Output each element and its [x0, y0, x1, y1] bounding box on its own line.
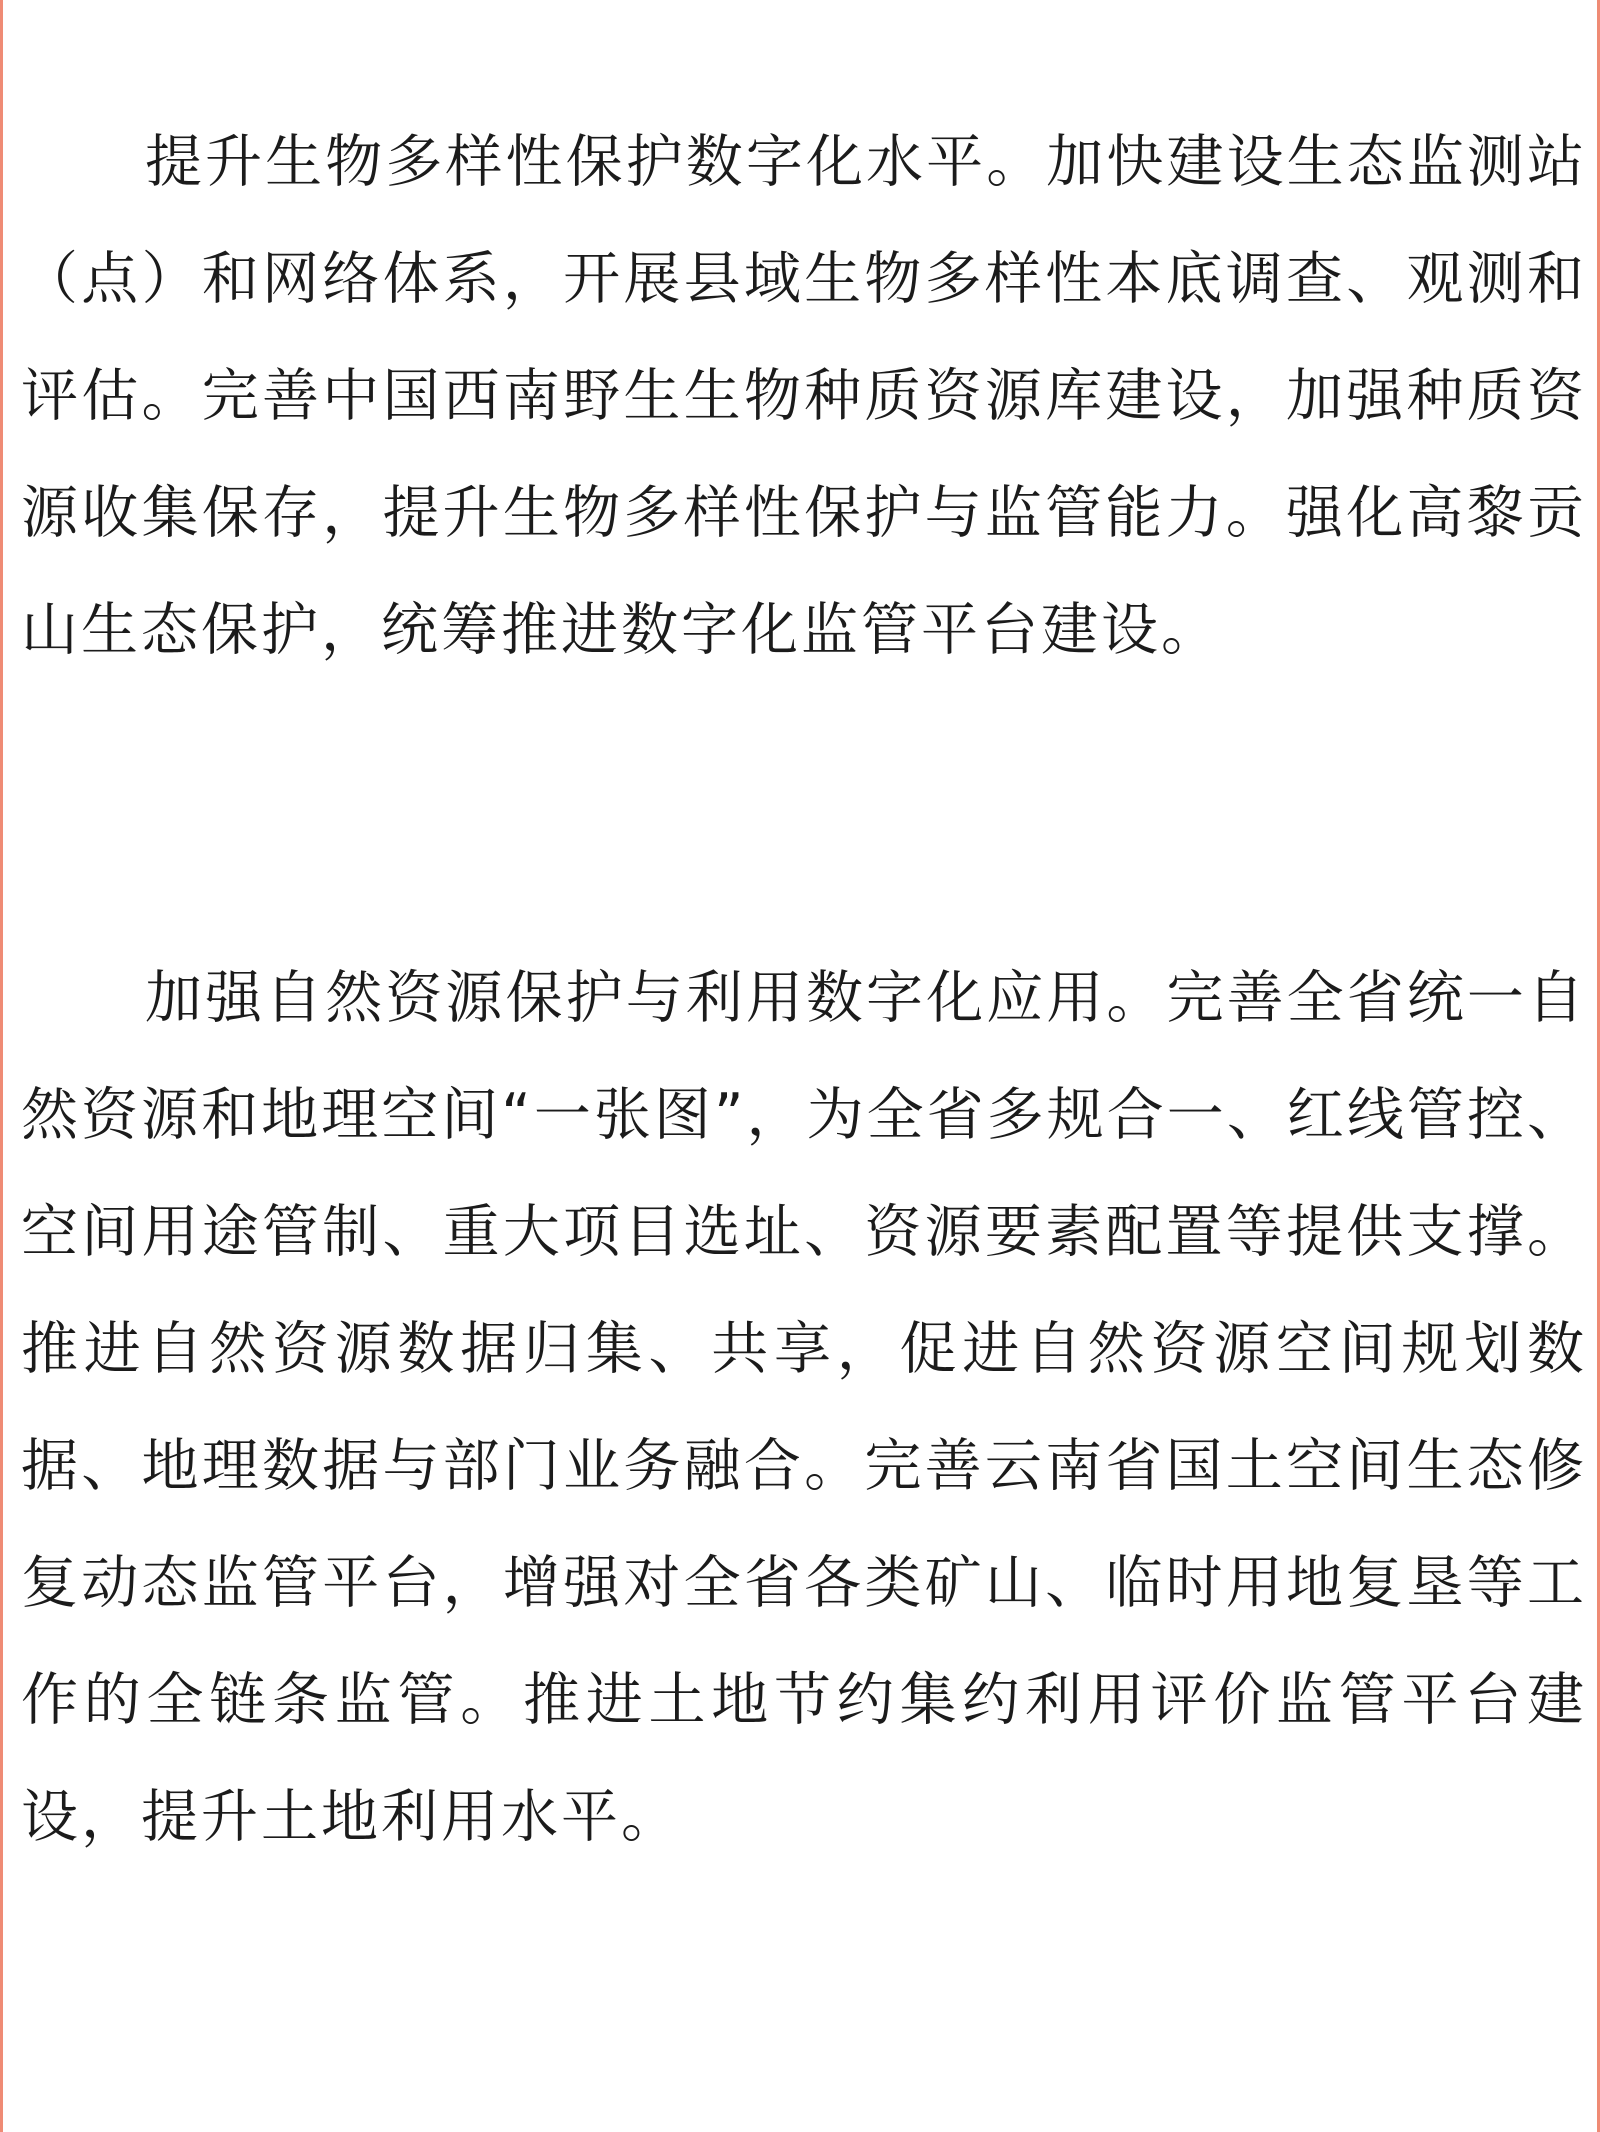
paragraph-natural-resources-digitalization: 加强自然资源保护与利用数字化应用。完善全省统一自然资源和地理空间“一张图”，为全省多规合一、红线管控、空间用途管制、重大项目选址、资源要素配置等提供支撑。推进自然资源数据归集、共享，促进自然资源空间规划数据、地理数据与部门业务融合。完善云南省国土空间生态修复动态监管平台，增强对全省各类矿山、临时用地复垦等工作的全链条监管。推进土地节约集约利用评价监管平台建设，提升土地利用水平。	[21, 965, 1587, 1850]
paragraph-biodiversity-digitalization: 提升生物多样性保护数字化水平。加快建设生态监测站（点）和网络体系，开展县域生物多样性本底调查、观测和评估。完善中国西南野生生物种质资源库建设，加强种质资源收集保存，提升生物多样性保护与监管能力。强化高黎贡山生态保护，统筹推进数字化监管平台建设。	[21, 129, 1587, 663]
